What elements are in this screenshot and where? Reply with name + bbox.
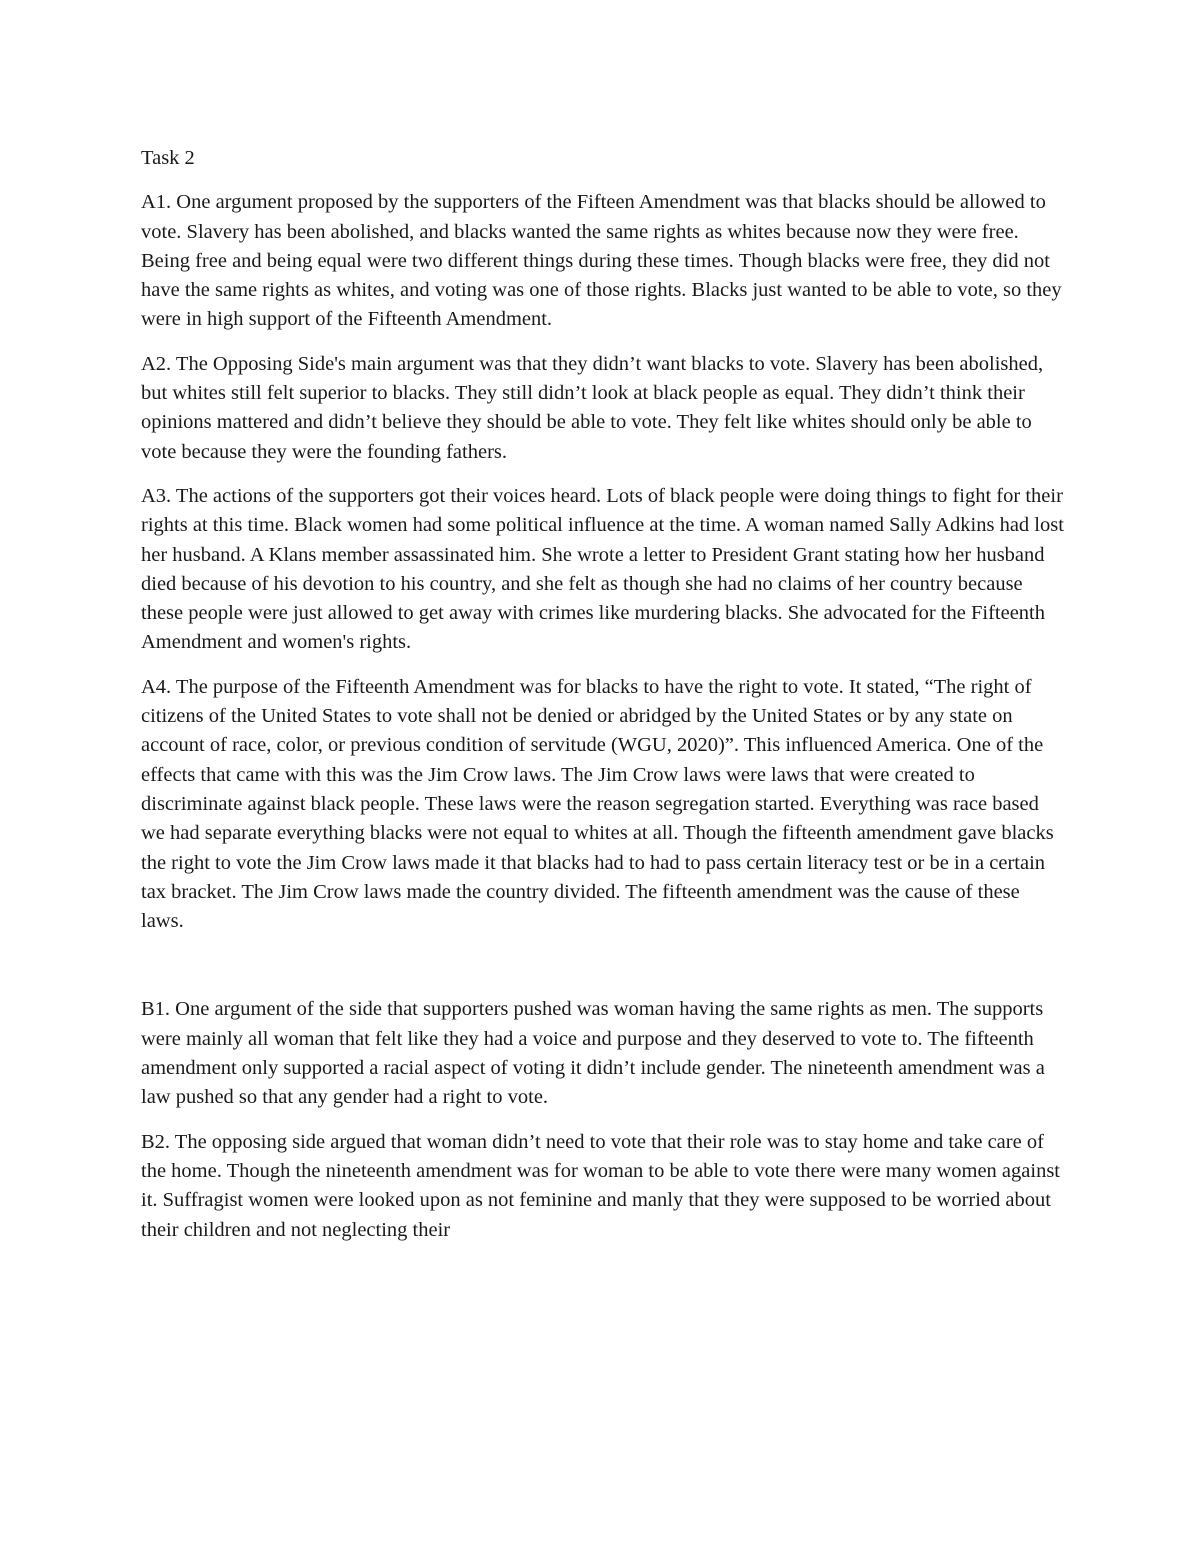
paragraph-a4: A4. The purpose of the Fifteenth Amendment was for blacks to have the right to vote. It stated, “The right of citizens of the United States to vote shall not be denied or abridged by the United States or by any state on account of race, color, or previous condition of servitude (WGU, 2020)”. This influenced America. One of the effects that came with this was the Jim Crow laws. The Jim Crow laws were laws that were created to discriminate against black people. These laws were the reason segregation started. Everything was race based we had separate everything blacks were not equal to whites at all. Though the fifteenth amendment gave blacks the right to vote the Jim Crow laws made it that blacks had to had to pass certain literacy test or be in a certain tax bracket. The Jim Crow laws made the country divided. The fifteenth amendment was the cause of these laws.	[141, 675, 1054, 933]
paragraph-b1: B1. One argument of the side that supporters pushed was woman having the same rights as men. The supports were mainly all woman that felt like they had a voice and purpose and they deserved to vote to. The fifteenth amendment only supported a racial aspect of voting it didn’t include gender. The nineteenth amendment was a law pushed so that any gender had a right to vote.	[141, 998, 1045, 1109]
paragraph-b2: B2. The opposing side argued that woman didn’t need to vote that their role was to stay home and take care of the home. Though the nineteenth amendment was for woman to be able to vote there were many women against it. Suffragist women were looked upon as not feminine and manly that they were supposed to be worried about their children and not neglecting their	[141, 1130, 1060, 1241]
paragraph-a3: A3. The actions of the supporters got their voices heard. Lots of black people were doing things to fight for their rights at this time. Black women had some political influence at the time. A woman named Sally Adkins had lost her husband. A Klans member assassinated him. She wrote a letter to President Grant stating how her husband died because of his devotion to his country, and she felt as though she had no claims of her country because these people were just allowed to get away with crimes like murdering blacks. She advocated for the Fifteenth Amendment and women's rights.	[141, 484, 1064, 654]
section-spacer	[141, 951, 1066, 995]
document-body	[141, 144, 1066, 1260]
paragraph-a1: A1. One argument proposed by the supporters of the Fifteen Amendment was that blacks should be allowed to vote. Slavery has been abolished, and blacks wanted the same rights as whites because now they were free. Being free and being equal were two different things during these times. Though blacks were free, they did not have the same rights as whites, and voting was one of those rights. Blacks just wanted to be able to vote, so they were in high support of the Fifteenth Amendment.	[141, 191, 1062, 331]
paragraph-a2: A2. The Opposing Side's main argument was that they didn’t want blacks to vote. Slavery has been abolished, but whites still felt superior to blacks. They still didn’t look at black people as equal. They didn’t think their opinions mattered and didn’t believe they should be able to vote. They felt like whites should only be able to vote because they were the founding fathers.	[141, 352, 1044, 463]
document-title: Task 2	[141, 147, 195, 169]
